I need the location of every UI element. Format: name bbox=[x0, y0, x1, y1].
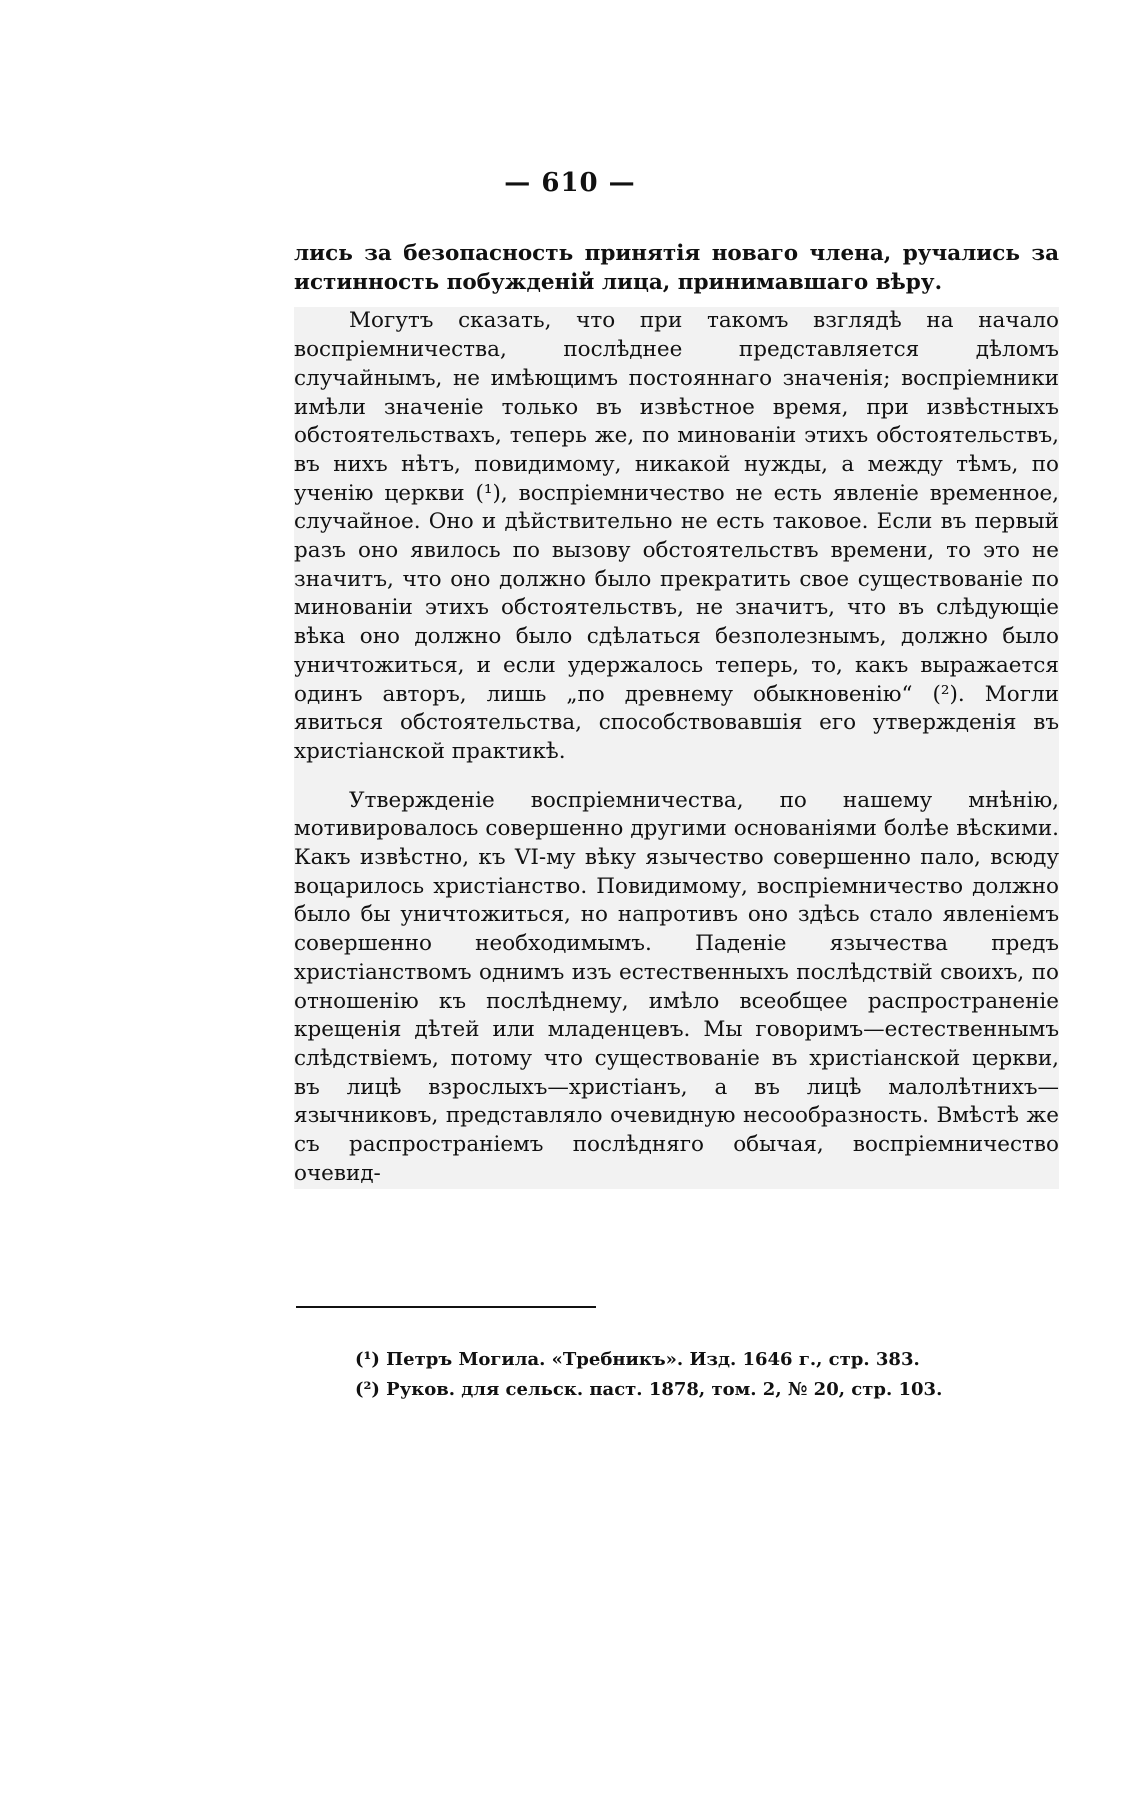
page-number: — 610 — bbox=[504, 168, 636, 198]
continued-paragraph: лись за безопасность принятія новаго члена, ручались за истинность побужденій лица, принимавшаго вѣру. bbox=[294, 240, 1059, 307]
footnotes bbox=[355, 1345, 1065, 1405]
footnote-1: (¹) Петръ Могила. «Требникъ». Изд. 1646 г., стр. 383. bbox=[355, 1349, 920, 1370]
footnote-2: (²) Руков. для сельск. паст. 1878, том. 2, № 20, стр. 103. bbox=[355, 1379, 943, 1400]
footnote-divider bbox=[296, 1306, 596, 1308]
paragraph-2: Утвержденіе воспріемничества, по нашему мнѣнію, мотивировалось совершенно другими основаніями болѣе вѣскими. Какъ извѣстно, къ VI-му вѣку язычество совершенно пало, всюду воцарилось христіанство. Повидимому, воспріемничество должно было бы уничтожиться, но напротивъ оно здѣсь стало явленіемъ совершенно необходимымъ. Паденіе язычества предъ христіанствомъ однимъ изъ естественныхъ послѣдствій своихъ, по отношенію къ послѣднему, имѣло всеобщее распространеніе крещенія дѣтей или младенцевъ. Мы говоримъ—естественнымъ слѣдствіемъ, потому что существованіе въ христіанской церкви, въ лицѣ взрослыхъ—христіанъ, а въ лицѣ малолѣтнихъ—язычниковъ, представляло очевидную несообразность. Вмѣстѣ же съ распространіемъ послѣдняго обычая, воспріемничество очевид- bbox=[294, 787, 1059, 1186]
main-text bbox=[294, 240, 1059, 1189]
paragraph-1: Могутъ сказать, что при такомъ взглядѣ на начало воспріемничества, послѣднее представляется дѣломъ случайнымъ, не имѣющимъ постояннаго значенія; воспріемники имѣли значеніе только въ извѣстное время, при извѣстныхъ обстоятельствахъ, теперь же, по минованіи этихъ обстоятельствъ, въ нихъ нѣтъ, повидимому, никакой нужды, а между тѣмъ, по ученію церкви (¹), воспріемничество не есть явленіе временное, случайное. Оно и дѣйствительно не есть таковое. Если въ первый разъ оно явилось по вызову обстоятельствъ времени, то это не значитъ, что оно должно было прекратить свое существованіе по минованіи этихъ обстоятельствъ, не значитъ, что въ слѣдующіе вѣка оно должно было сдѣлаться безполезнымъ, должно было уничтожиться, и если удержалось теперь, то, какъ выражается одинъ авторъ, лишь „по древнему обыкновенію“ (²). Могли явиться обстоятельства, способствовавшія его утвержденія въ христіанской практикѣ. bbox=[294, 308, 1059, 764]
